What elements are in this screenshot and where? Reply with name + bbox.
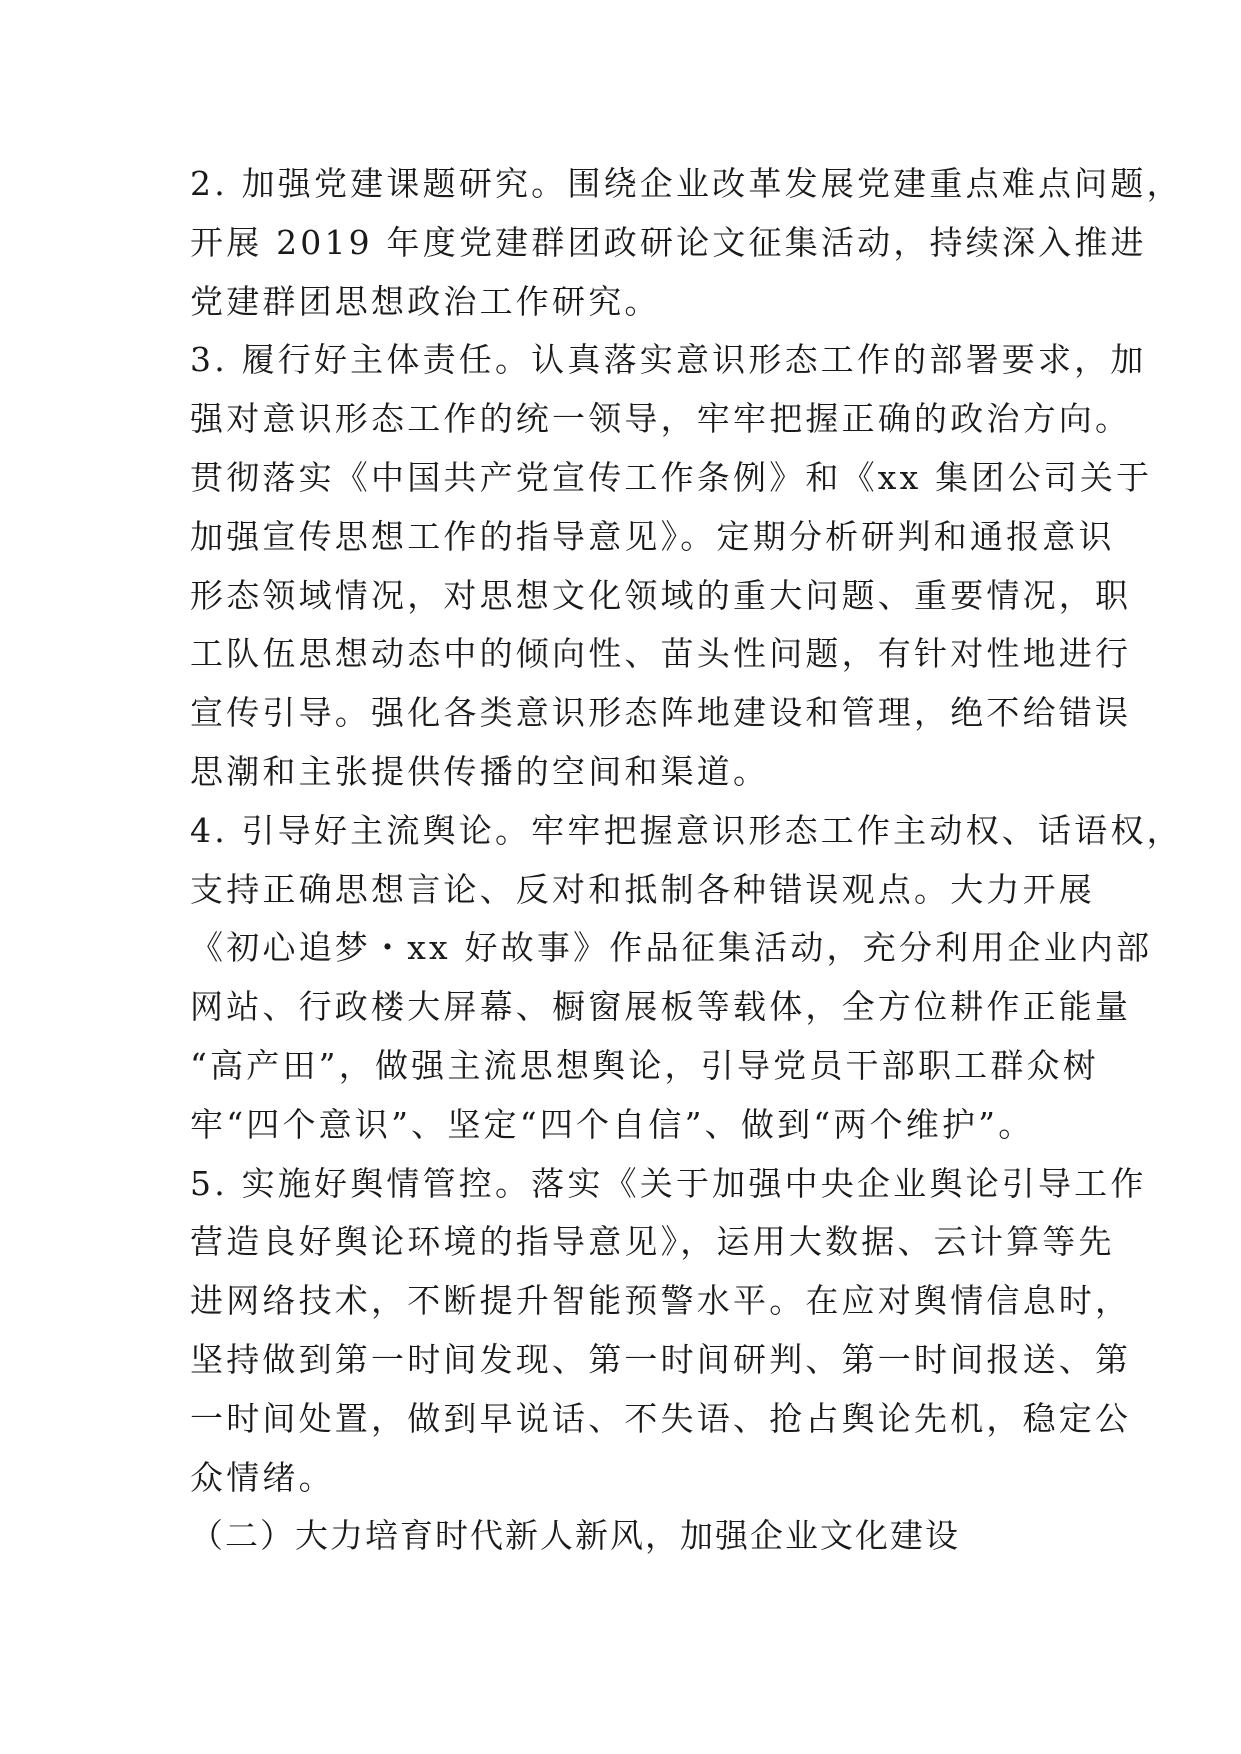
text-line: 加强宣传思想工作的指导意见》。定期分析研判和通报意识 (190, 516, 1115, 556)
text-line: 网站、行政楼大屏幕、橱窗展板等载体，全方位耕作正能量 (190, 987, 1132, 1027)
text-line: 牢“四个意识”、坚定“四个自信”、做到“两个维护”。 (190, 1104, 1035, 1144)
text-line: 进网络技术，不断提升智能预警水平。在应对舆情信息时， (190, 1281, 1132, 1321)
text-line: “高产田”，做强主流思想舆论，引导党员干部职工群众树 (190, 1045, 1099, 1085)
text-line: 众情绪。 (190, 1457, 335, 1497)
text-line: 工队伍思想动态中的倾向性、苗头性问题，有针对性地进行 (190, 634, 1132, 674)
text-line: 形态领域情况，对思想文化领域的重大问题、重要情况，职 (190, 575, 1132, 615)
text-line: 一时间处置，做到早说话、不失语、抢占舆论先机，稳定公 (190, 1398, 1132, 1438)
text-line: 3. 履行好主体责任。认真落实意识形态工作的部署要求，加 (190, 340, 1147, 380)
text-line: 2. 加强党建课题研究。围绕企业改革发展党建重点难点问题， (190, 164, 1183, 203)
text-line: 开展 2019 年度党建群团政研论文征集活动，持续深入推进 (190, 222, 1147, 262)
text-line: 营造良好舆论环境的指导意见》，运用大数据、云计算等先 (190, 1222, 1115, 1262)
text-line: 党建群团思想政治工作研究。 (190, 281, 661, 321)
text-line: 4. 引导好主流舆论。牢牢把握意识形态工作主动权、话语权， (190, 810, 1183, 850)
text-line: 《初心追梦・xx 好故事》作品征集活动，充分利用企业内部 (190, 928, 1153, 968)
text-line: 坚持做到第一时间发现、第一时间研判、第一时间报送、第 (190, 1339, 1132, 1379)
text-line: 思潮和主张提供传播的空间和渠道。 (190, 751, 770, 791)
document-body (190, 155, 1183, 1566)
text-line: 支持正确思想言论、反对和抵制各种错误观点。大力开展 (190, 869, 1095, 909)
text-line: 宣传引导。强化各类意识形态阵地建设和管理，绝不给错误 (190, 693, 1132, 733)
text-line: 5. 实施好舆情管控。落实《关于加强中央企业舆论引导工作 (190, 1163, 1147, 1203)
text-line: 贯彻落实《中国共产党宣传工作条例》和《xx 集团公司关于 (190, 457, 1153, 497)
section-heading: （二）大力培育时代新人新风，加强企业文化建设 (190, 1516, 960, 1556)
text-line: 强对意识形态工作的统一领导，牢牢把握正确的政治方向。 (190, 399, 1132, 439)
